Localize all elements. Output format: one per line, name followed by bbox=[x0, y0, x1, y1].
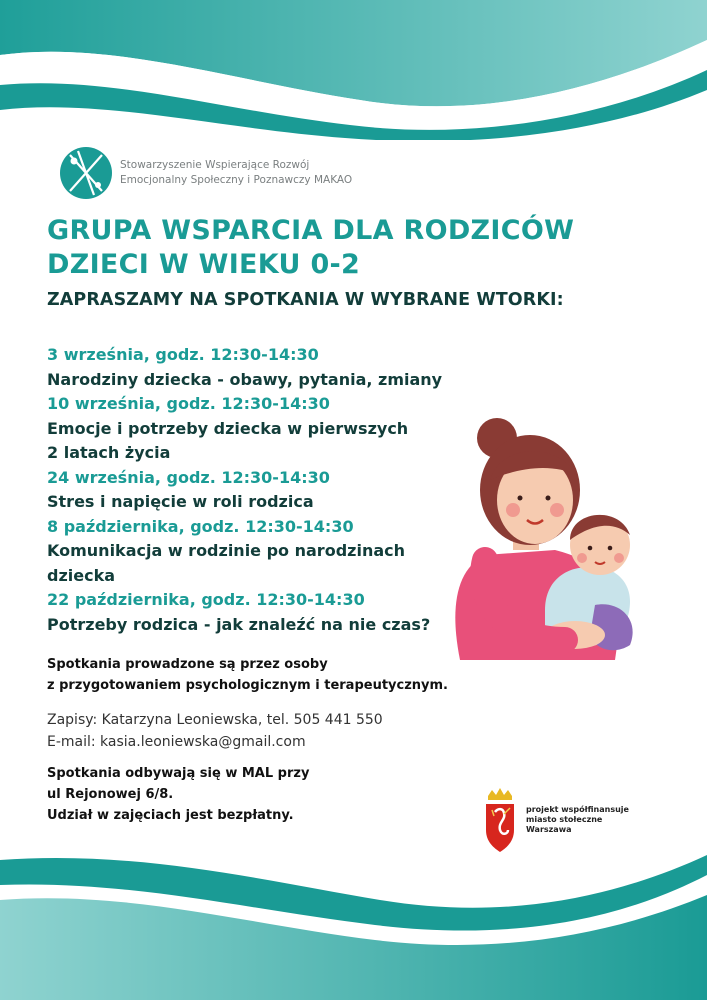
session-topic: dziecka bbox=[47, 565, 116, 585]
note-line2: z przygotowaniem psychologicznym i terapeutycznym. bbox=[47, 678, 448, 693]
note-line1: Spotkania prowadzone są przez osoby bbox=[47, 657, 328, 672]
location-line1: Spotkania odbywają się w MAL przy bbox=[47, 766, 310, 781]
facilitators-note bbox=[47, 654, 448, 696]
page-subtitle: ZAPRASZAMY NA SPOTKANIA W WYBRANE WTORKI: bbox=[47, 290, 564, 310]
page-title bbox=[47, 214, 574, 282]
contact-email[interactable]: E-mail: kasia.leoniewska@gmail.com bbox=[47, 734, 306, 750]
contact-phone: Zapisy: Katarzyna Leoniewska, tel. 505 441 550 bbox=[47, 712, 383, 728]
title-line2: DZIECI W WIEKU 0-2 bbox=[47, 249, 361, 280]
sponsor-block bbox=[480, 786, 629, 854]
session-date: 22 października, godz. 12:30-14:30 bbox=[47, 590, 365, 609]
organization-name-line2: Emocjonalny Społeczny i Poznawczy MAKAO bbox=[120, 174, 353, 186]
location-line3: Udział w zajęciach jest bezpłatny. bbox=[47, 808, 294, 823]
organization-logo bbox=[58, 145, 352, 201]
sponsor-line2: miasto stołeczne bbox=[526, 815, 603, 824]
session-date: 8 października, godz. 12:30-14:30 bbox=[47, 516, 354, 536]
session-item bbox=[47, 343, 467, 392]
session-date: 24 września, godz. 12:30-14:30 bbox=[47, 467, 330, 487]
top-wave-decoration bbox=[0, 0, 707, 140]
session-item bbox=[47, 588, 467, 637]
mother-baby-illustration bbox=[445, 410, 675, 670]
session-schedule bbox=[47, 343, 467, 637]
location-info bbox=[47, 763, 309, 826]
session-topic: Stres i napięcie w roli rodzica bbox=[47, 492, 314, 511]
session-topic: Emocje i potrzeby dziecka w pierwszych bbox=[47, 418, 409, 438]
session-topic: Potrzeby rodzica - jak znaleźć na nie czas? bbox=[47, 614, 431, 634]
sponsor-line1: projekt współfinansuje bbox=[526, 805, 629, 814]
session-topic: 2 latach życia bbox=[47, 443, 171, 462]
bottom-wave-decoration bbox=[0, 840, 707, 1000]
sponsor-text bbox=[526, 805, 629, 835]
session-item bbox=[47, 515, 467, 589]
session-date: 10 września, godz. 12:30-14:30 bbox=[47, 394, 330, 413]
warsaw-crest-icon bbox=[480, 786, 520, 854]
sponsor-line3: Warszawa bbox=[526, 825, 572, 834]
organization-name-line1: Stowarzyszenie Wspierające Rozwój bbox=[120, 159, 310, 171]
session-topic: Komunikacja w rodzinie po narodzinach bbox=[47, 541, 405, 560]
location-line2: ul Rejonowej 6/8. bbox=[47, 787, 174, 802]
session-topic: Narodziny dziecka - obawy, pytania, zmiany bbox=[47, 369, 443, 389]
session-item bbox=[47, 466, 467, 515]
session-date: 3 września, godz. 12:30-14:30 bbox=[47, 345, 319, 364]
contact-info bbox=[47, 709, 383, 753]
session-item bbox=[47, 392, 467, 466]
organization-name bbox=[120, 158, 352, 188]
makao-logo-icon bbox=[58, 145, 114, 201]
title-line1: GRUPA WSPARCIA DLA RODZICÓW bbox=[47, 215, 575, 246]
